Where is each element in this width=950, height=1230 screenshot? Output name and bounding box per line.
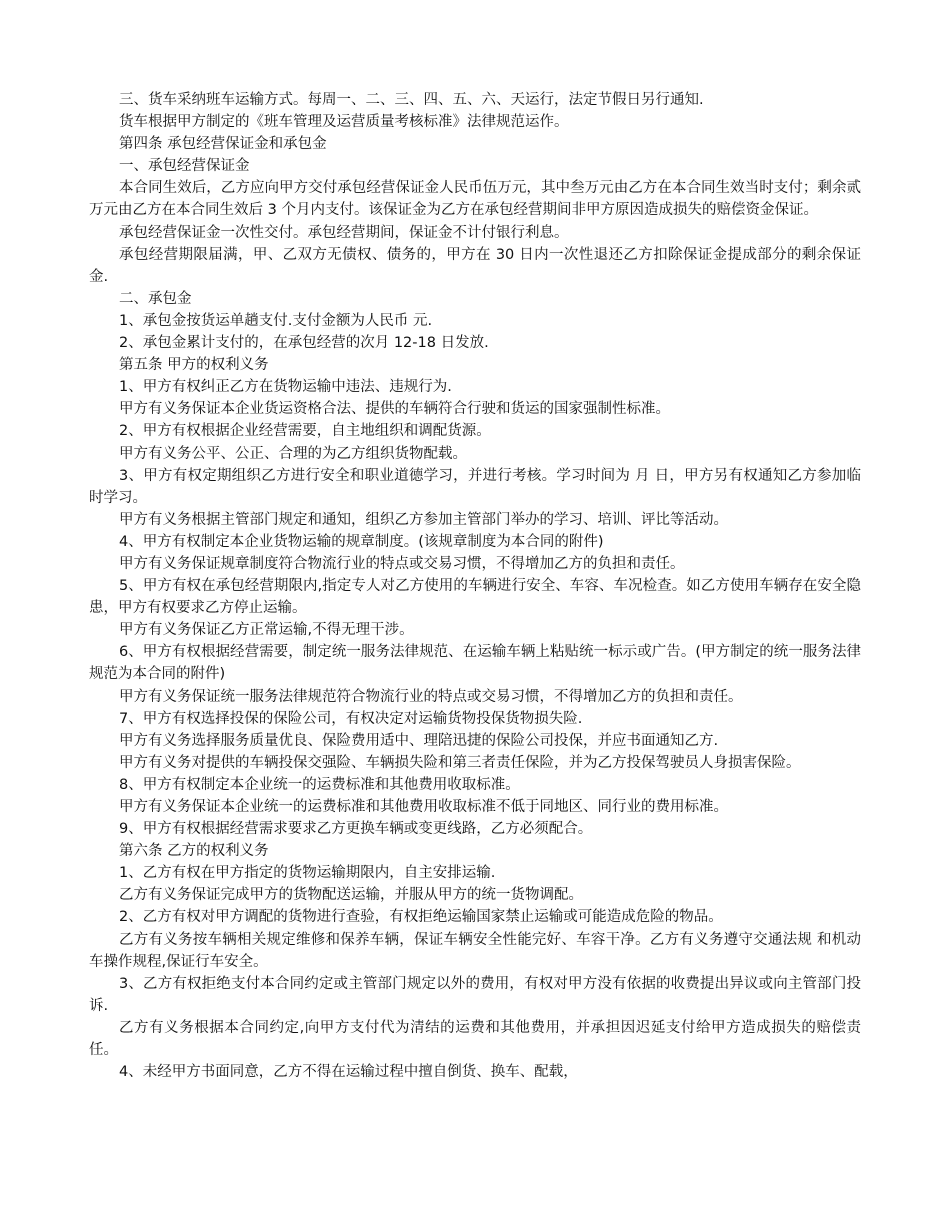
paragraph: 7、甲方有权选择投保的保险公司，有权决定对运输货物投保货物损失险. [119,710,583,727]
subsection-heading: 二、承包金 [119,290,192,307]
paragraph: 乙方有义务根据本合同约定,向甲方支付代为清结的运费和其他费用，并承担因迟延支付给甲方造成损失的赔偿责任。 [89,1019,861,1059]
paragraph: 三、货车采纳班车运输方式。每周一、二、三、四、五、六、天运行，法定节假日另行通知. [119,92,704,108]
paragraph: 甲方有义务公平、公正、合理的为乙方组织货物配载。 [119,445,467,462]
paragraph: 1、甲方有权纠正乙方在货物运输中违法、违规行为. [119,379,452,396]
section-heading: 第六条 乙方的权利义务 [119,843,269,860]
paragraph: 甲方有义务保证规章制度符合物流行业的特点或交易习惯，不得增加乙方的负担和责任。 [119,555,685,572]
paragraph: 乙方有义务保证完成甲方的货物配送运输，并服从甲方的统一货物调配。 [119,887,583,904]
paragraph: 8、甲方有权制定本企业统一的运费标准和其他费用收取标准。 [119,776,520,793]
paragraph: 甲方有义务选择服务质量优良、保险费用适中、理陪迅捷的保险公司投保，并应书面通知乙方. [119,732,719,749]
paragraph: 甲方有义务保证统一服务法律规范符合物流行业的特点或交易习惯，不得增加乙方的负担和责任。 [119,688,743,705]
paragraph: 1、乙方有权在甲方指定的货物运输期限内，自主安排运输. [119,865,496,882]
paragraph: 甲方有义务对提供的车辆投保交强险、车辆损失险和第三者责任保险，并为乙方投保驾驶员人身损害保险。 [119,754,801,771]
paragraph: 甲方有义务根据主管部门规定和通知，组织乙方参加主管部门举办的学习、培训、评比等活动。 [119,511,728,528]
paragraph: 2、承包金累计支付的，在承包经营的次月 12-18 日发放. [119,335,489,352]
subsection-heading: 一、承包经营保证金 [119,158,250,175]
paragraph: 乙方有义务按车辆相关规定维修和保养车辆，保证车辆安全性能完好、车容干净。乙方有义务遵守交通法规 和机动车操作规程,保证行车安全。 [89,931,861,970]
paragraph: 货车根据甲方制定的《班车管理及运营质量考核标准》法律规范运作。 [119,114,569,131]
paragraph: 承包经营保证金一次性交付。承包经营期间，保证金不计付银行利息。 [119,224,569,241]
paragraph: 承包经营期限届满，甲、乙双方无债权、债务的，甲方在 30 日内一次性退还乙方扣除保证金提成部分的剩余保证金. [89,246,861,285]
paragraph: 3、甲方有权定期组织乙方进行安全和职业道德学习，并进行考核。学习时间为 月 日，甲方另有权通知乙方参加临时学习。 [89,467,861,506]
paragraph: 1、承包金按货运单趟支付.支付金额为人民币 元. [119,312,433,329]
paragraph: 甲方有义务保证本企业货运资格合法、提供的车辆符合行驶和货运的国家强制性标准。 [119,401,670,418]
paragraph: 3、乙方有权拒绝支付本合同约定或主管部门规定以外的费用，有权对甲方没有依据的收费提出异议或向主管部门投诉. [89,975,861,1014]
section-heading: 第四条 承包经营保证金和承包金 [119,136,327,153]
paragraph: 6、甲方有权根据经营需要，制定统一服务法律规范、在运输车辆上粘贴统一标示或广告。(甲方制定的统一服务法律规范为本合同的附件) [89,644,861,683]
paragraph: 4、甲方有权制定本企业货物运输的规章制度。(该规章制度为本合同的附件) [119,533,604,550]
paragraph: 9、甲方有权根据经营需求要求乙方更换车辆或变更线路，乙方必须配合。 [119,821,593,838]
paragraph: 甲方有义务保证本企业统一的运费标准和其他费用收取标准不低于同地区、同行业的费用标准。 [119,799,728,815]
paragraph: 甲方有义务保证乙方正常运输,不得无理干涉。 [119,622,414,639]
paragraph: 本合同生效后，乙方应向甲方交付承包经营保证金人民币伍万元，其中叁万元由乙方在本合同生效当时支付；剩余贰万元由乙方在本合同生效后 3 个月内支付。该保证金为乙方在承包经营期间非甲方原因造成损失的赔偿资金保证。 [89,180,861,219]
section-heading: 第五条 甲方的权利义务 [119,357,269,374]
document-body [89,89,861,1083]
paragraph: 2、乙方有权对甲方调配的货物进行查验，有权拒绝运输国家禁止运输或可能造成危险的物品。 [119,909,723,926]
paragraph: 2、甲方有权根据企业经营需要，自主地组织和调配货源。 [119,423,491,440]
paragraph: 4、未经甲方书面同意，乙方不得在运输过程中擅自倒货、换车、配载， [119,1064,578,1081]
paragraph: 5、甲方有权在承包经营期限内,指定专人对乙方使用的车辆进行安全、车容、车况检查。如乙方使用车辆存在安全隐患，甲方有权要求乙方停止运输。 [89,578,861,617]
